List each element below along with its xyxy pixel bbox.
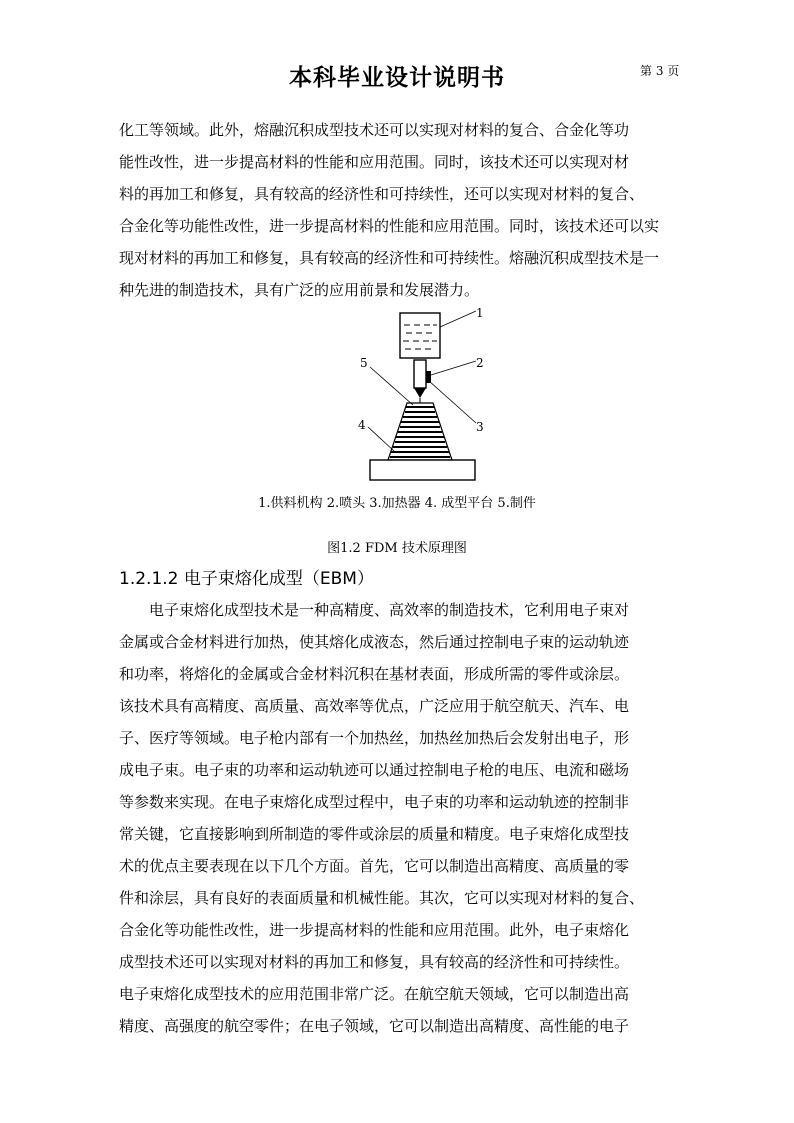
heater (426, 371, 431, 383)
paragraph-line: 合金化等功能性改性，进一步提高材料的性能和应用范围。同时，该技术还可以实 (119, 217, 660, 235)
label-feed-mechanism: 1 (476, 306, 484, 320)
paragraph-line: 件和涂层，具有良好的表面质量和机械性能。其次，它可以实现对材料的复合、 (119, 889, 645, 907)
fdm-principle-diagram (340, 305, 500, 487)
paragraph-line: 电子束熔化成型技术是一种高精度、高效率的制造技术，它利用电子束对 (119, 601, 630, 619)
paragraph-line: 子、医疗等领域。电子枪内部有一个加热丝，加热丝加热后会发射出电子，形 (119, 729, 630, 747)
section-heading: 1.2.1.2 电子束熔化成型（EBM） (119, 569, 374, 589)
paragraph-line: 能性改性，进一步提高材料的性能和应用范围。同时，该技术还可以实现对材 (119, 153, 630, 171)
paragraph-line: 料的再加工和修复，具有较高的经济性和可持续性，还可以实现对材料的复合、 (119, 185, 645, 203)
paragraph-line: 种先进的制造技术，具有广泛的应用前景和发展潜力。 (119, 281, 480, 299)
figure-parts-legend: 1.供料机构 2.喷头 3.加热器 4. 成型平台 5.制件 (258, 496, 536, 511)
feed-mechanism (400, 313, 440, 358)
label-heater: 3 (476, 420, 484, 434)
label-platform: 4 (358, 418, 366, 432)
paragraph-line: 等参数来实现。在电子束熔化成型过程中，电子束的功率和运动轨迹的控制非 (119, 793, 630, 811)
paragraph-line: 精度、高强度的航空零件；在电子领域，它可以制造出高精度、高性能的电子 (119, 1017, 630, 1035)
paragraph-line: 化工等领域。此外，熔融沉积成型技术还可以实现对材料的复合、合金化等功 (119, 121, 630, 139)
paragraph-line: 现对材料的再加工和修复，具有较高的经济性和可持续性。熔融沉积成型技术是一 (119, 249, 660, 267)
paragraph-line: 合金化等功能性改性，进一步提高材料的性能和应用范围。此外，电子束熔化 (119, 921, 630, 939)
paragraph-line: 术的优点主要表现在以下几个方面。首先，它可以制造出高精度、高质量的零 (119, 857, 630, 875)
paragraph-line: 成型技术还可以实现对材料的再加工和修复，具有较高的经济性和可持续性。 (119, 953, 630, 971)
paragraph-line: 电子束熔化成型技术的应用范围非常广泛。在航空航天领域，它可以制造出高 (119, 985, 630, 1003)
page-number: 第 3 页 (640, 64, 680, 78)
document-header-title: 本科毕业设计说明书 (289, 65, 505, 91)
paragraph-line: 金属或合金材料进行加热，使其熔化成液态，然后通过控制电子束的运动轨迹 (119, 633, 630, 651)
paragraph-line: 该技术具有高精度、高质量、高效率等优点，广泛应用于航空航天、汽车、电 (119, 697, 630, 715)
body-paragraph-2 (119, 594, 675, 1042)
paragraph-line: 成电子束。电子束的功率和运动轨迹可以通过控制电子枪的电压、电流和磁场 (119, 761, 630, 779)
paragraph-line: 常关键，它直接影响到所制造的零件或涂层的质量和精度。电子束熔化成型技 (119, 825, 630, 843)
label-nozzle: 2 (476, 356, 484, 370)
figure-caption: 图1.2 FDM 技术原理图 (327, 541, 467, 556)
build-platform (370, 460, 475, 480)
label-workpiece: 5 (360, 356, 368, 370)
workpiece (388, 403, 452, 460)
nozzle (414, 360, 426, 405)
body-paragraph-1 (119, 114, 675, 306)
paragraph-line: 和功率，将熔化的金属或合金材料沉积在基材表面，形成所需的零件或涂层。 (119, 665, 630, 683)
